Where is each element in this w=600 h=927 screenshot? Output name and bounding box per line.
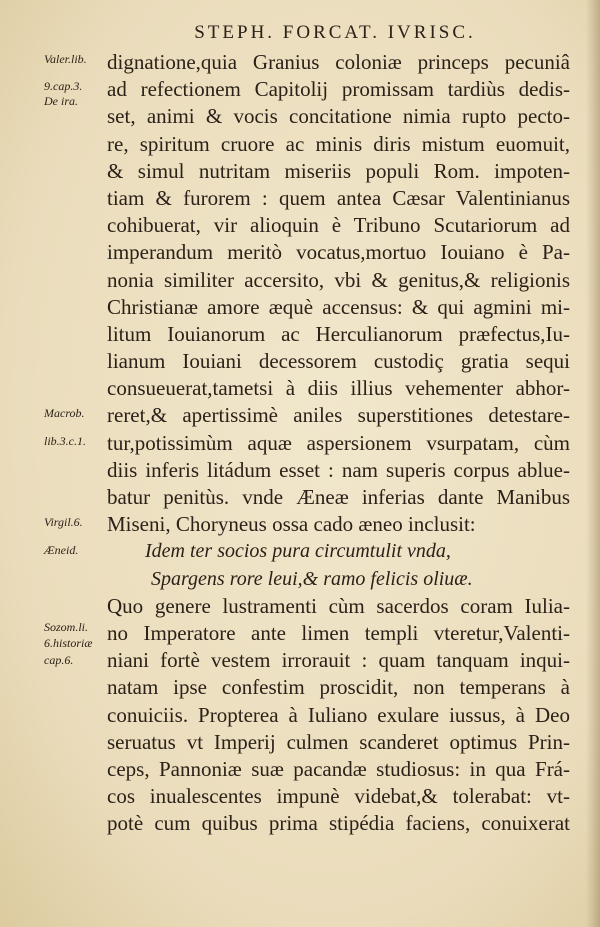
text-line: reret,& apertissimè aniles superstitiones detestare- <box>107 403 570 428</box>
margin-note: 6.historiæ <box>44 636 93 650</box>
text-line: set, animi & vocis concitatione nimia rupto pecto- <box>107 104 570 129</box>
margin-note: Valer.lib. <box>44 52 87 66</box>
text-line: Christianæ amore æquè accensus: & qui agmini mi- <box>107 294 570 319</box>
text-line: imperandum meritò vocatus,mortuo Iouiano è Pa- <box>107 240 570 265</box>
text-line: Miseni, Choryneus ossa cado æneo inclusit: <box>107 512 476 537</box>
page-gutter-shadow <box>586 0 600 927</box>
text-line: tur,potissimùm aquæ aspersionem vsurpatam, cùm <box>107 430 570 455</box>
margin-note: Virgil.6. <box>44 515 83 529</box>
text-line: ad refectionem Capitolij promissam tardiùs dedis- <box>107 77 570 102</box>
text-line: tiam & furorem : quem antea Cæsar Valentinianus <box>107 185 570 210</box>
text-line: consueuerat,tametsi à diis illius vehementer abhor- <box>107 376 570 401</box>
text-line: ceps, Pannoniæ suæ pacandæ studiosus: in qua Frá- <box>107 756 570 781</box>
text-line: litum Iouianorum ac Herculianorum præfectus,Iu- <box>107 321 570 346</box>
text-line: cohibuerat, vir alioquin è Tribuno Scutariorum ad <box>107 213 570 238</box>
text-line: lianum Iouiani decessorem custodiç gratia sequi <box>107 349 570 374</box>
body-text <box>107 49 570 837</box>
margin-note: lib.3.c.1. <box>44 434 86 448</box>
margin-note: 9.cap.3. <box>44 79 83 93</box>
verse-line: Idem ter socios pura circumtulit vnda, <box>145 540 451 563</box>
margin-note: Sozom.li. <box>44 620 89 634</box>
text-line: seruatus vt Imperij culmen scanderet optimus Prin- <box>107 729 570 754</box>
text-line: re, spiritum cruore ac minis diris mistum euomuit, <box>107 131 570 156</box>
margin-note: Macrob. <box>44 406 85 420</box>
text-line: diis inferis litádum esset : nam superis corpus ablue- <box>107 457 570 482</box>
margin-note: De ira. <box>44 94 78 108</box>
text-line: potè cum quibus prima stipédia faciens, conuixerat <box>107 811 570 836</box>
margin-note: Æneid. <box>44 543 79 557</box>
text-line: natam ipse confestim proscidit, non temperans à <box>107 675 570 700</box>
text-line: Quo genere lustramenti cùm sacerdos coram Iulia- <box>107 593 570 618</box>
text-line: conuiciis. Propterea à Iuliano exulare iussus, à Deo <box>107 702 570 727</box>
verse-line: Spargens rore leui,& ramo felicis oliuæ. <box>151 567 473 590</box>
margin-note: cap.6. <box>44 653 74 667</box>
text-line: nonia similiter accersito, vbi & genitus,& religionis <box>107 267 570 292</box>
text-line: batur penitùs. vnde Æneæ inferias dante Manibus <box>107 485 570 509</box>
text-line: cos inualescentes impunè videbat,& tolerabat: vt- <box>107 784 570 809</box>
text-line: & simul nutritam miseriis populi Rom. impoten- <box>107 158 570 183</box>
text-line: niani fortè vestem irrorauit : quam tanquam inqui- <box>107 648 570 673</box>
text-line: no Imperatore ante limen templi vteretur,Valenti- <box>107 620 570 645</box>
text-line: dignatione,quia Granius coloniæ princeps pecuniâ <box>107 50 570 74</box>
running-header: STEPH. FORCAT. IVRISC. <box>194 22 476 43</box>
